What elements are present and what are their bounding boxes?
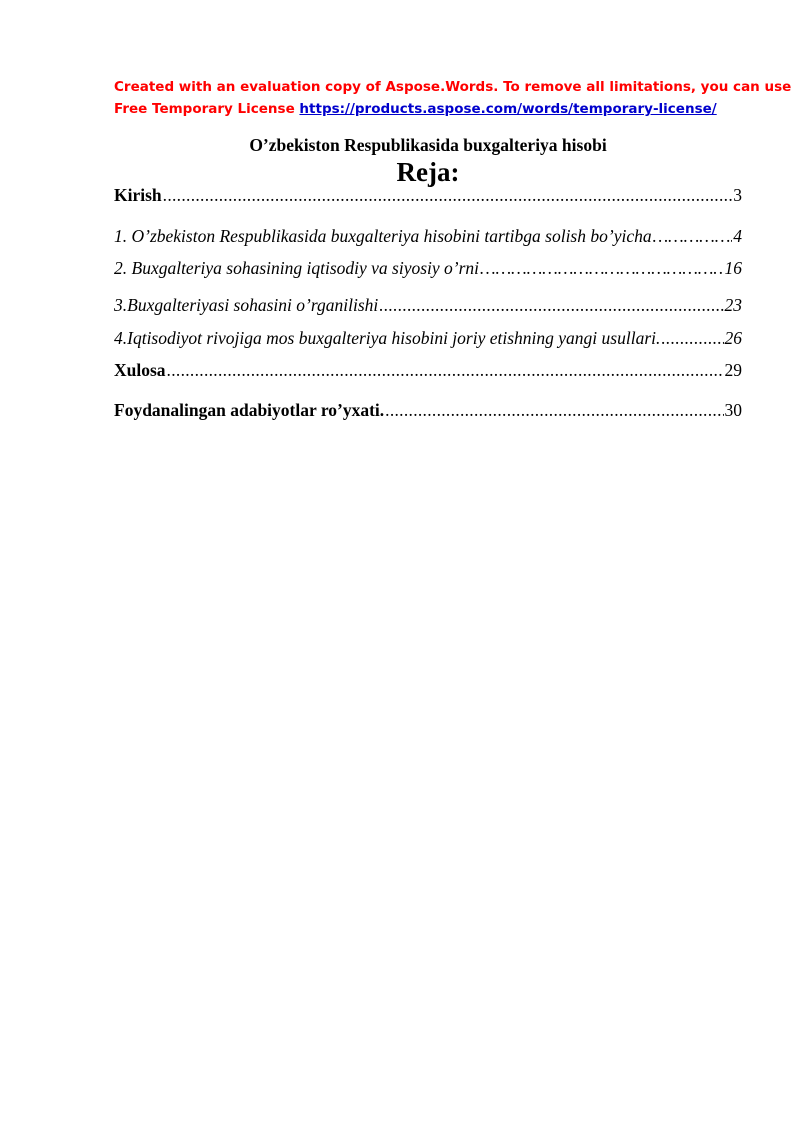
toc-entry-title: Xulosa	[114, 360, 166, 380]
toc-entry-title: Foydanalingan adabiyotlar ro’yxati.	[114, 400, 385, 420]
toc-entry-title: Kirish	[114, 185, 162, 205]
toc-entry-title: 3.Buxgalteriyasi sohasini o’rganilishi	[114, 295, 379, 315]
toc-entry-2[interactable]	[114, 256, 742, 280]
toc-entry-title: 1. O’zbekiston Respublikasida buxgalteriya hisobini tartibga solish bo’yicha	[114, 226, 652, 246]
toc-page-number: 23	[724, 295, 742, 315]
toc-entry-title: 4.Iqtisodiyot rivojiga mos buxgalteriya hisobini joriy etishning yangi usullari.	[114, 328, 661, 348]
toc-entry-title: 2. Buxgalteriya sohasining iqtisodiy va siyosiy o’rni	[114, 258, 480, 278]
toc-dot-leader	[379, 293, 723, 317]
toc-dot-leader	[653, 224, 733, 248]
toc-entry-1[interactable]	[114, 224, 742, 248]
toc-entry-xulosa[interactable]	[114, 358, 742, 382]
watermark-license-label: Free Temporary License	[114, 101, 300, 117]
toc-entry-4[interactable]	[114, 326, 742, 350]
toc-page-number: 4	[733, 226, 742, 246]
toc-page-number: 26	[724, 328, 742, 348]
toc-page-number: 3	[733, 185, 742, 205]
toc-entry-kirish[interactable]	[114, 183, 742, 207]
document-title: O’zbekiston Respublikasida buxgalteriya hisobi	[249, 135, 607, 155]
table-of-contents	[114, 0, 742, 1130]
toc-page-number: 30	[724, 400, 742, 420]
toc-entry-adabiyotlar[interactable]	[114, 398, 742, 422]
plan-heading: Reja:	[396, 157, 460, 187]
toc-dot-leader	[163, 183, 733, 207]
toc-page-number: 29	[724, 360, 742, 380]
toc-dot-leader	[661, 326, 723, 350]
temporary-license-link[interactable]: https://products.aspose.com/words/temporary-license/	[299, 101, 717, 117]
toc-page-number: 16	[724, 258, 742, 278]
watermark-line-1: Created with an evaluation copy of Aspose.Words. To remove all limitations, you can use	[114, 79, 792, 95]
toc-dot-leader	[385, 398, 723, 422]
toc-dot-leader	[167, 358, 724, 382]
toc-entry-3[interactable]	[114, 293, 742, 317]
toc-dot-leader	[480, 256, 723, 280]
